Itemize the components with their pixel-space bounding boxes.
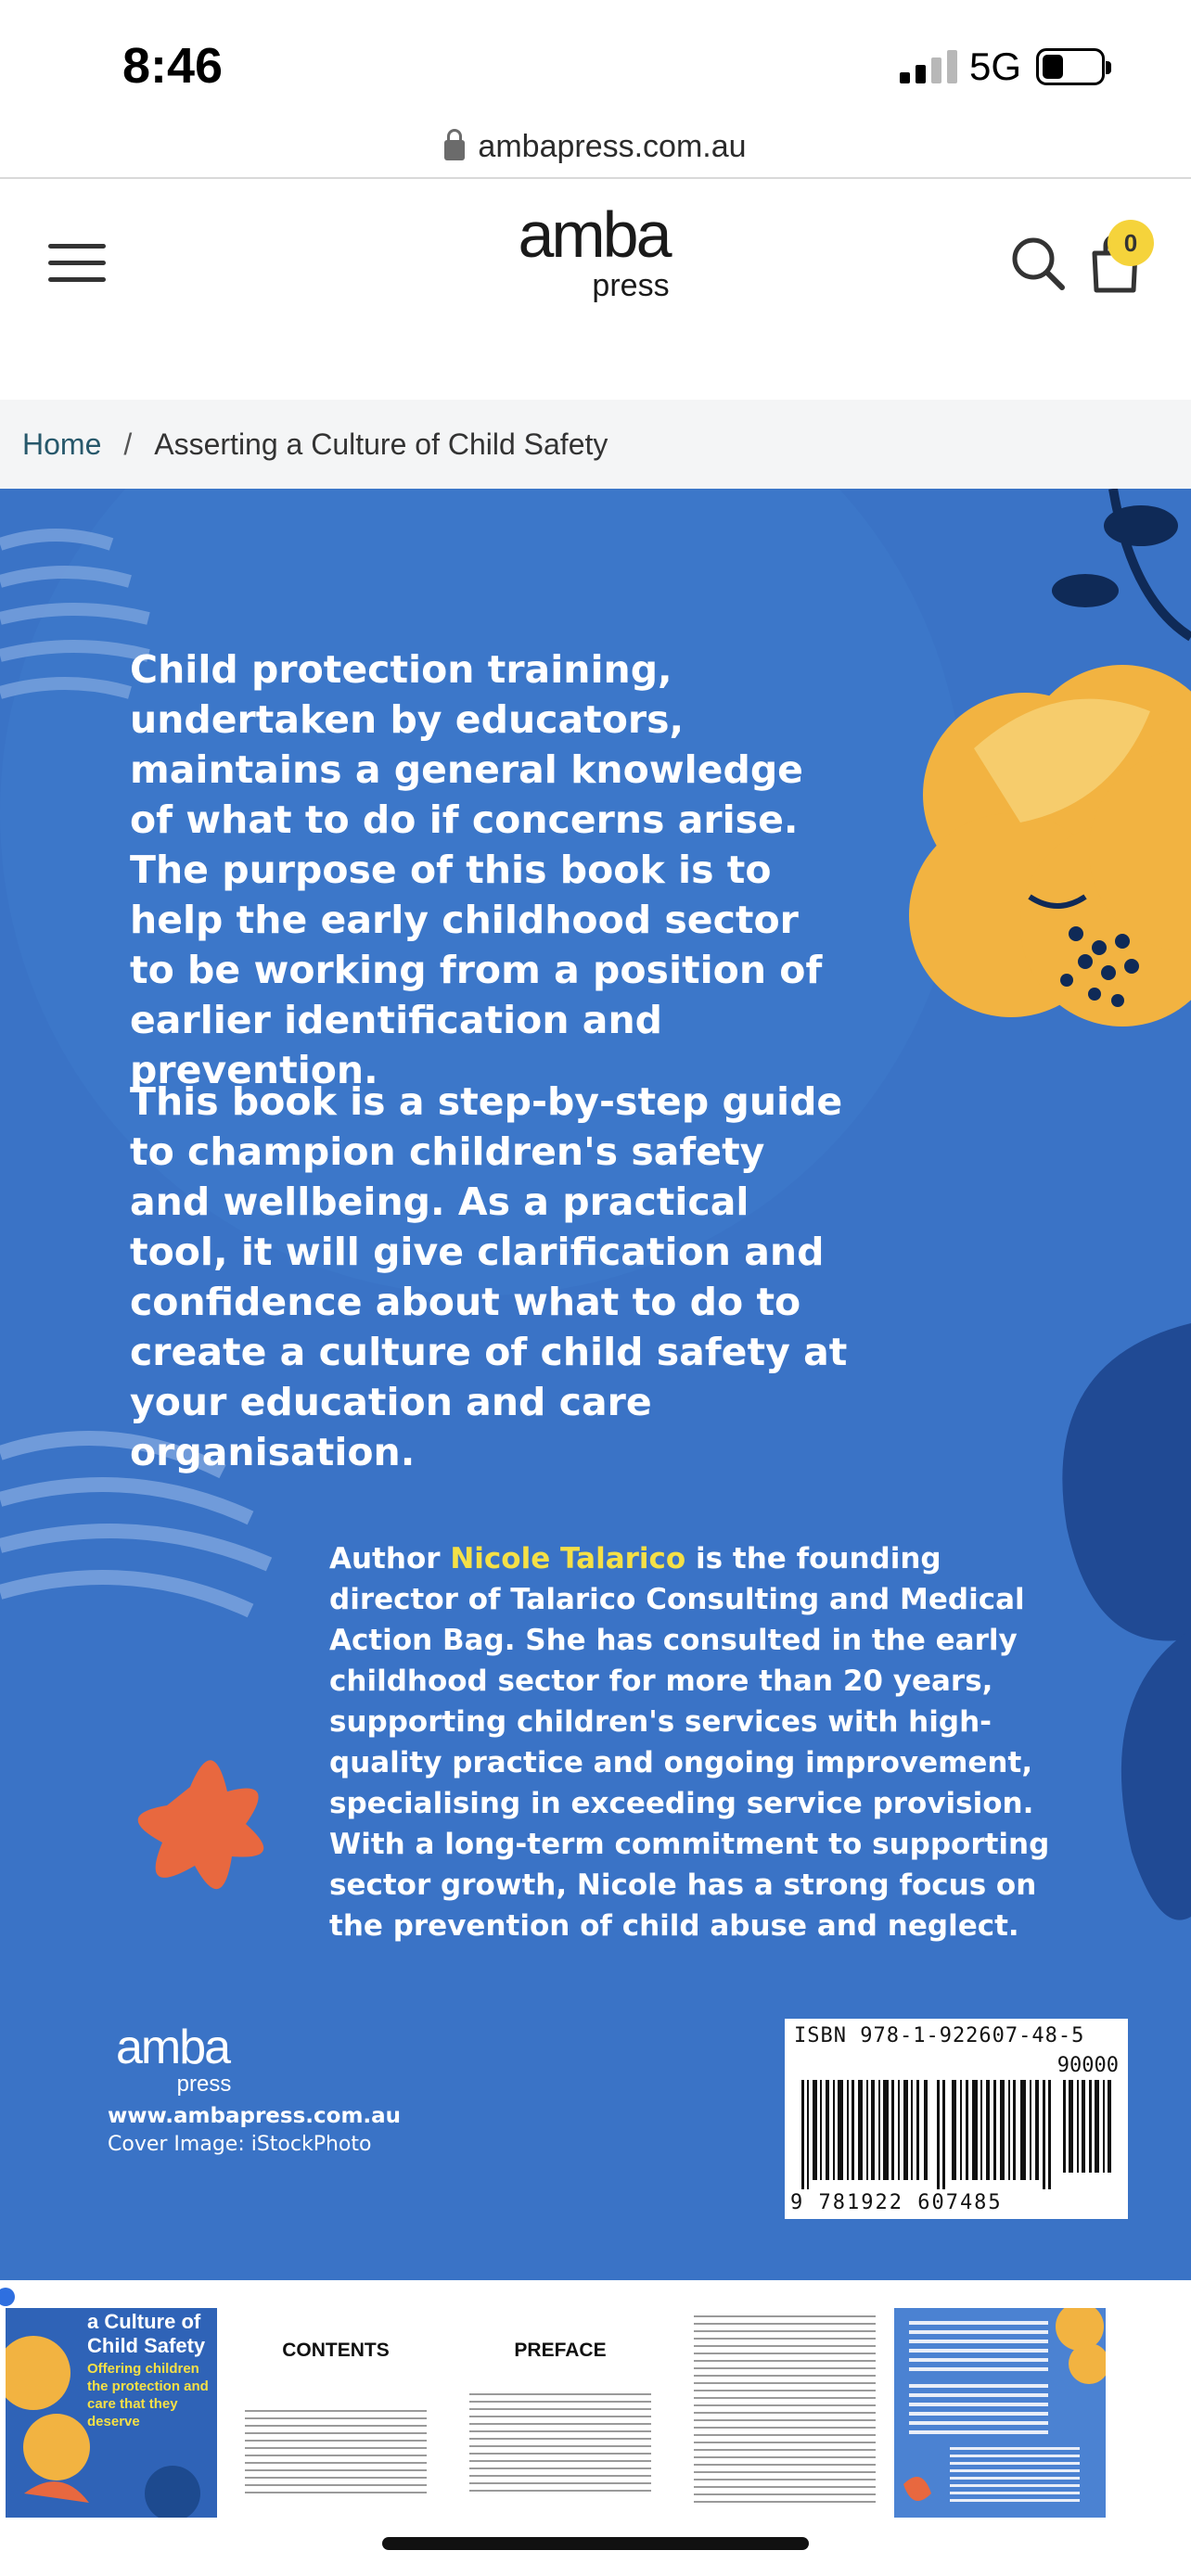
thumbnail-2-text-lines — [245, 2410, 427, 2518]
active-thumbnail-indicator — [0, 2288, 15, 2306]
thumbnail-1[interactable] — [6, 2308, 217, 2518]
cover-paragraph-1: Child protection training, undertaken by educators, maintains a general knowledge of what to do if concerns arise. The purpose of this book is to help the early childhood sector to be working from a position of earlier identification and prevention. — [130, 647, 823, 1092]
battery-icon — [1036, 48, 1105, 85]
cover-image-credit: Cover Image: iStockPhoto — [108, 2133, 372, 2156]
signal-icon — [900, 48, 957, 83]
breadcrumb-separator: / — [123, 427, 133, 461]
cover-paragraph-2: This book is a step-by-step guide to champion children's safety and wellbeing. As a practical tool, it will give clarification and confidence about what to do to create a culture of child safety at your education and care organisation. — [130, 1079, 848, 1474]
thumbnail-3-heading: PREFACE — [514, 2340, 607, 2361]
network-type: 5G — [969, 45, 1022, 88]
price-code: 90000 — [1057, 2054, 1119, 2077]
svg-text:press: press — [176, 2072, 232, 2097]
breadcrumb-home-link[interactable]: Home — [22, 427, 102, 461]
thumbnail-4[interactable] — [679, 2308, 890, 2518]
barcode-bars — [798, 2080, 1119, 2189]
thumbnail-1-title: a Culture of Child Safety — [87, 2310, 206, 2357]
svg-text:press: press — [592, 268, 670, 303]
isbn-number: ISBN 978-1-922607-48-5 — [794, 2024, 1085, 2047]
thumbnail-1-subtitle: Offering children the protection and care that they deserve — [87, 2361, 209, 2429]
url-text[interactable]: ambapress.com.au — [478, 128, 747, 164]
isbn-digits: 9 781922 607485 — [790, 2191, 1003, 2214]
svg-text:amba: amba — [115, 2024, 230, 2074]
author-prefix: Author — [329, 1542, 451, 1575]
thumbnail-2-heading: CONTENTS — [282, 2340, 390, 2361]
cart-count-badge[interactable]: 0 — [1108, 220, 1154, 266]
product-image-back-cover[interactable] — [0, 489, 1191, 2280]
thumbnail-3[interactable] — [455, 2308, 666, 2518]
lock-icon — [444, 140, 465, 160]
author-bio-text: is the founding director of Talarico Consulting and Medical Action Bag. She has consulted in the early childhood sector for more than 20 years, supporting children's services with high-quality practice and ongoing improvement, specialising in exceeding service provision. With a long-term commitment to supporting sector growth, Nicole has a strong focus on the prevention of child abuse and neglect. — [329, 1542, 1050, 1943]
status-bar — [0, 0, 1191, 121]
breadcrumb-current: Asserting a Culture of Child Safety — [154, 427, 608, 461]
thumbnail-4-text-lines — [694, 2315, 876, 2518]
search-icon[interactable] — [1009, 235, 1067, 292]
cover-author-bio — [329, 1538, 1053, 1946]
isbn-barcode — [785, 2019, 1128, 2219]
cover-website: www.ambapress.com.au — [108, 2104, 402, 2128]
amba-press-logo[interactable] — [492, 205, 696, 307]
amba-press-cover-logo — [104, 2024, 252, 2098]
thumbnail-strip — [0, 2280, 1191, 2576]
svg-text:amba: amba — [518, 205, 670, 271]
thumbnail-5[interactable] — [894, 2308, 1106, 2518]
thumbnail-2[interactable] — [230, 2308, 442, 2518]
status-time: 8:46 — [122, 38, 224, 94]
site-header — [0, 179, 1191, 400]
thumbnail-3-text-lines — [469, 2393, 651, 2518]
menu-icon[interactable] — [48, 244, 106, 283]
home-indicator[interactable] — [382, 2537, 809, 2550]
author-name: Nicole Talarico — [450, 1542, 686, 1575]
breadcrumb — [0, 400, 1191, 489]
address-bar[interactable] — [0, 116, 1191, 177]
